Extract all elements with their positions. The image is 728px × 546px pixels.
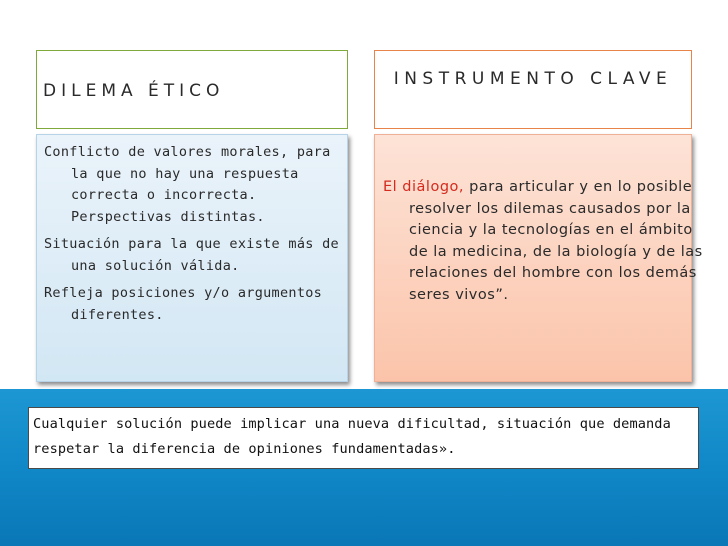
left-content-panel [36,134,348,382]
top-bar [0,0,728,38]
left-header-title: DILEMA ÉTICO [43,81,225,101]
right-header-title: INSTRUMENTO CLAVE [393,69,673,89]
footer-callout [28,407,699,469]
footer-text: Cualquier solución puede implicar una nueva dificultad, situación que demanda respetar la diferencia de opiniones fundamentadas». [33,416,671,457]
list-item-text: Conflicto de valores morales, para la que no hay una respuesta correcta o incorrecta. Perspectivas distintas. [44,144,331,225]
left-header-box [36,50,348,129]
dialogue-highlight: El diálogo, [383,179,465,195]
list-item-text: Refleja posiciones y/o argumentos diferentes. [44,285,323,323]
list-item [44,234,344,277]
list-item [44,283,344,326]
key-instrument-text [383,177,709,306]
right-header-box [374,50,692,129]
right-content-panel [374,134,703,382]
dialogue-description: para articular y en lo posible resolver los dilemas causados por la ciencia y la tecnologías en el ámbito de la medicina, de la biología y de las relaciones del hombre con los demás seres vivos”. [409,179,703,303]
list-item [44,142,344,228]
list-item-text: Situación para la que existe más de una solución válida. [44,236,339,274]
dilemma-definition-list [44,142,344,332]
